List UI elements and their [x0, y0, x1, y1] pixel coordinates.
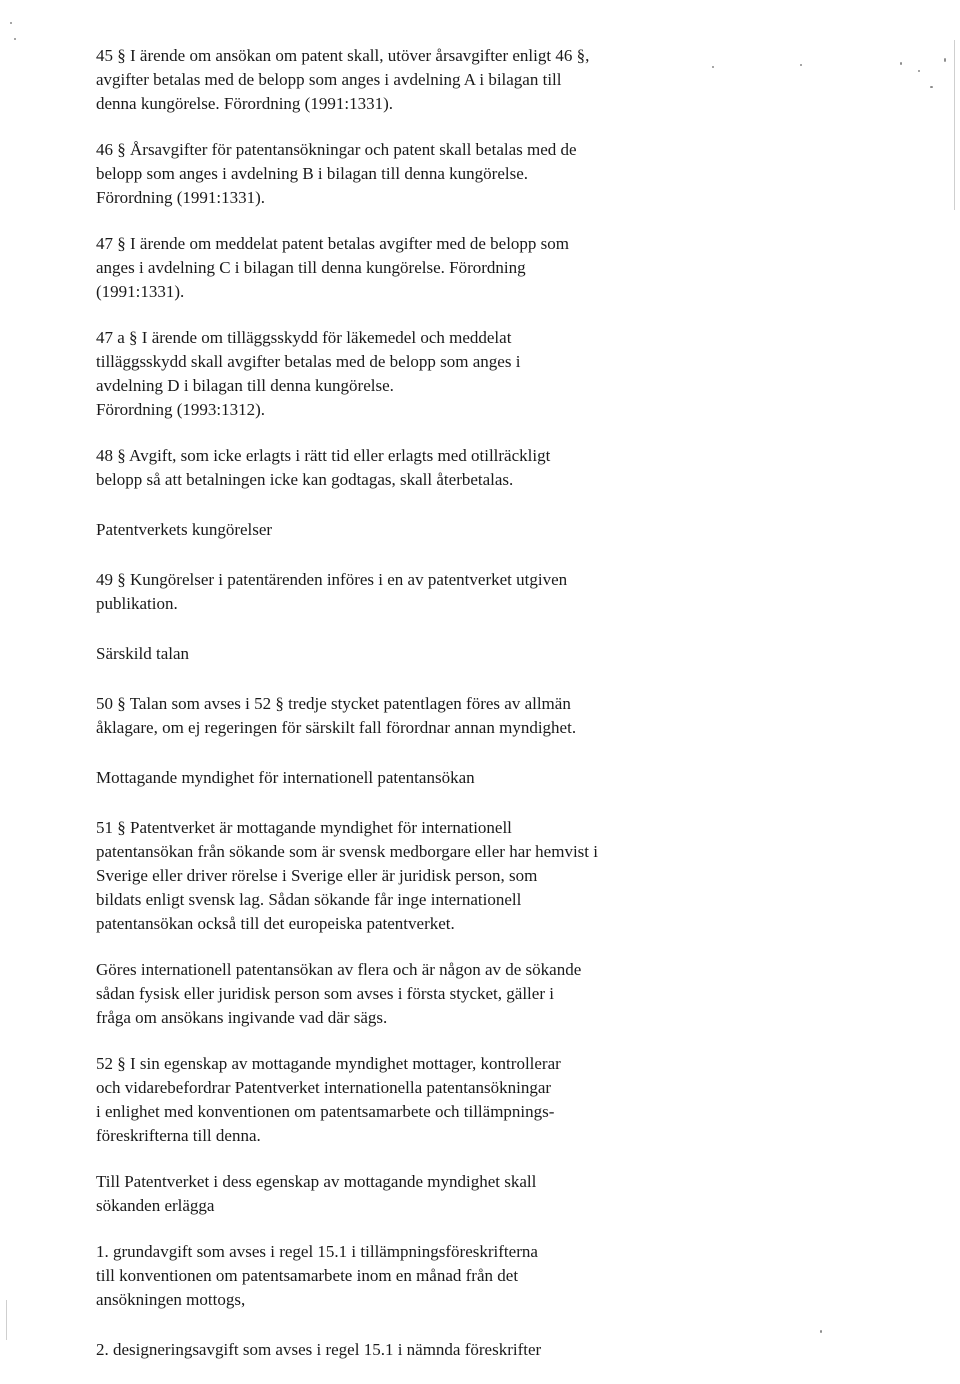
text-line: 1. grundavgift som avses i regel 15.1 i tillämpningsföreskrifterna: [96, 1242, 538, 1261]
text-line: belopp så att betalningen icke kan godtagas, skall återbetalas.: [96, 470, 514, 489]
text-line: patentansökan också till det europeiska patentverket.: [96, 914, 455, 933]
text-line: 45 § I ärende om ansökan om patent skall, utöver årsavgifter enligt 46 §,: [96, 46, 590, 65]
text-line: Förordning (1991:1331).: [96, 188, 266, 207]
text-line: (1991:1331).: [96, 282, 185, 301]
paragraph-50: [96, 692, 696, 740]
paragraph-52: [96, 1052, 696, 1148]
text-line: avgifter betalas med de belopp som anges i avdelning A i bilagan till: [96, 70, 562, 89]
text-line: Förordning (1993:1312).: [96, 400, 266, 419]
text-line: belopp som anges i avdelning B i bilagan till denna kungörelse.: [96, 164, 528, 183]
paragraph-46: [96, 138, 696, 210]
text-line: Göres internationell patentansökan av flera och är någon av de sökande: [96, 960, 582, 979]
scan-speck: [712, 66, 714, 68]
text-line: denna kungörelse. Förordning (1991:1331).: [96, 94, 393, 113]
text-line: patentansökan från sökande som är svensk medborgare eller har hemvist i: [96, 842, 598, 861]
text-line: anges i avdelning C i bilagan till denna kungörelse. Förordning: [96, 258, 526, 277]
text-line: tilläggsskydd skall avgifter betalas med de belopp som anges i: [96, 352, 521, 371]
text-line: åklagare, om ej regeringen för särskilt fall förordnar annan myndighet.: [96, 718, 577, 737]
text-line: bildats enligt svensk lag. Sådan sökande får inge internationell: [96, 890, 522, 909]
text-line: föreskrifterna till denna.: [96, 1126, 261, 1145]
text-line: 47 § I ärende om meddelat patent betalas avgifter med de belopp som: [96, 234, 570, 253]
paragraph-51-second: [96, 958, 696, 1030]
text-line: ansökningen mottogs,: [96, 1290, 246, 1309]
text-line: 47 a § I ärende om tilläggsskydd för läkemedel och meddelat: [96, 328, 512, 347]
text-line: publikation.: [96, 594, 178, 613]
text-line: 50 § Talan som avses i 52 § tredje stycket patentlagen föres av allmän: [96, 694, 571, 713]
section-heading-sarskild-talan: [96, 642, 696, 666]
text-line: 48 § Avgift, som icke erlagts i rätt tid eller erlagts med otillräckligt: [96, 446, 551, 465]
section-heading-mottagande-myndighet: [96, 766, 696, 790]
scan-edge-line: [6, 1300, 7, 1340]
list-item-1: [96, 1240, 696, 1312]
text-line: 49 § Kungörelser i patentärenden införes i en av patentverket utgiven: [96, 570, 568, 589]
document-body: [96, 44, 696, 1384]
text-line: till konventionen om patentsamarbete inom en månad från det: [96, 1266, 519, 1285]
scan-speck: [918, 70, 920, 72]
text-line: sökanden erlägga: [96, 1196, 215, 1215]
paragraph-45: [96, 44, 696, 116]
text-line: Sverige eller driver rörelse i Sverige eller är juridisk person, som: [96, 866, 538, 885]
paragraph-49: [96, 568, 696, 616]
list-item-2: [96, 1338, 696, 1362]
text-line: 46 § Årsavgifter för patentansökningar och patent skall betalas med de: [96, 140, 577, 159]
paragraph-47a: [96, 326, 696, 422]
text-line: 52 § I sin egenskap av mottagande myndighet mottager, kontrollerar: [96, 1054, 561, 1073]
text-line: sådan fysisk eller juridisk person som avses i första stycket, gäller i: [96, 984, 554, 1003]
scan-speck: [944, 58, 946, 62]
text-line: 51 § Patentverket är mottagande myndighet för internationell: [96, 818, 512, 837]
section-heading-kungorelser: [96, 518, 696, 542]
paragraph-48: [96, 444, 696, 492]
paragraph-47: [96, 232, 696, 304]
paragraph-51: [96, 816, 696, 936]
heading-text: Patentverkets kungörelser: [96, 520, 273, 539]
heading-text: Särskild talan: [96, 644, 190, 663]
text-line: avdelning D i bilagan till denna kungörelse.: [96, 376, 394, 395]
scan-speck: [930, 86, 933, 88]
text-line: fråga om ansökans ingivande vad där sägs.: [96, 1008, 388, 1027]
scan-speck: [900, 62, 902, 65]
text-line: Till Patentverket i dess egenskap av mottagande myndighet skall: [96, 1172, 537, 1191]
paragraph-52-second: [96, 1170, 696, 1218]
text-line: i enlighet med konventionen om patentsamarbete och tillämpnings-: [96, 1102, 555, 1121]
heading-text: Mottagande myndighet för internationell patentansökan: [96, 768, 475, 787]
text-line: och vidarebefordrar Patentverket internationella patentansökningar: [96, 1078, 552, 1097]
text-line: 2. designeringsavgift som avses i regel 15.1 i nämnda föreskrifter: [96, 1340, 542, 1359]
scan-edge-line: [954, 40, 955, 210]
scan-speck: [10, 22, 12, 24]
scan-speck: [14, 38, 16, 40]
scan-speck: [820, 1330, 822, 1333]
scan-speck: [800, 64, 802, 66]
